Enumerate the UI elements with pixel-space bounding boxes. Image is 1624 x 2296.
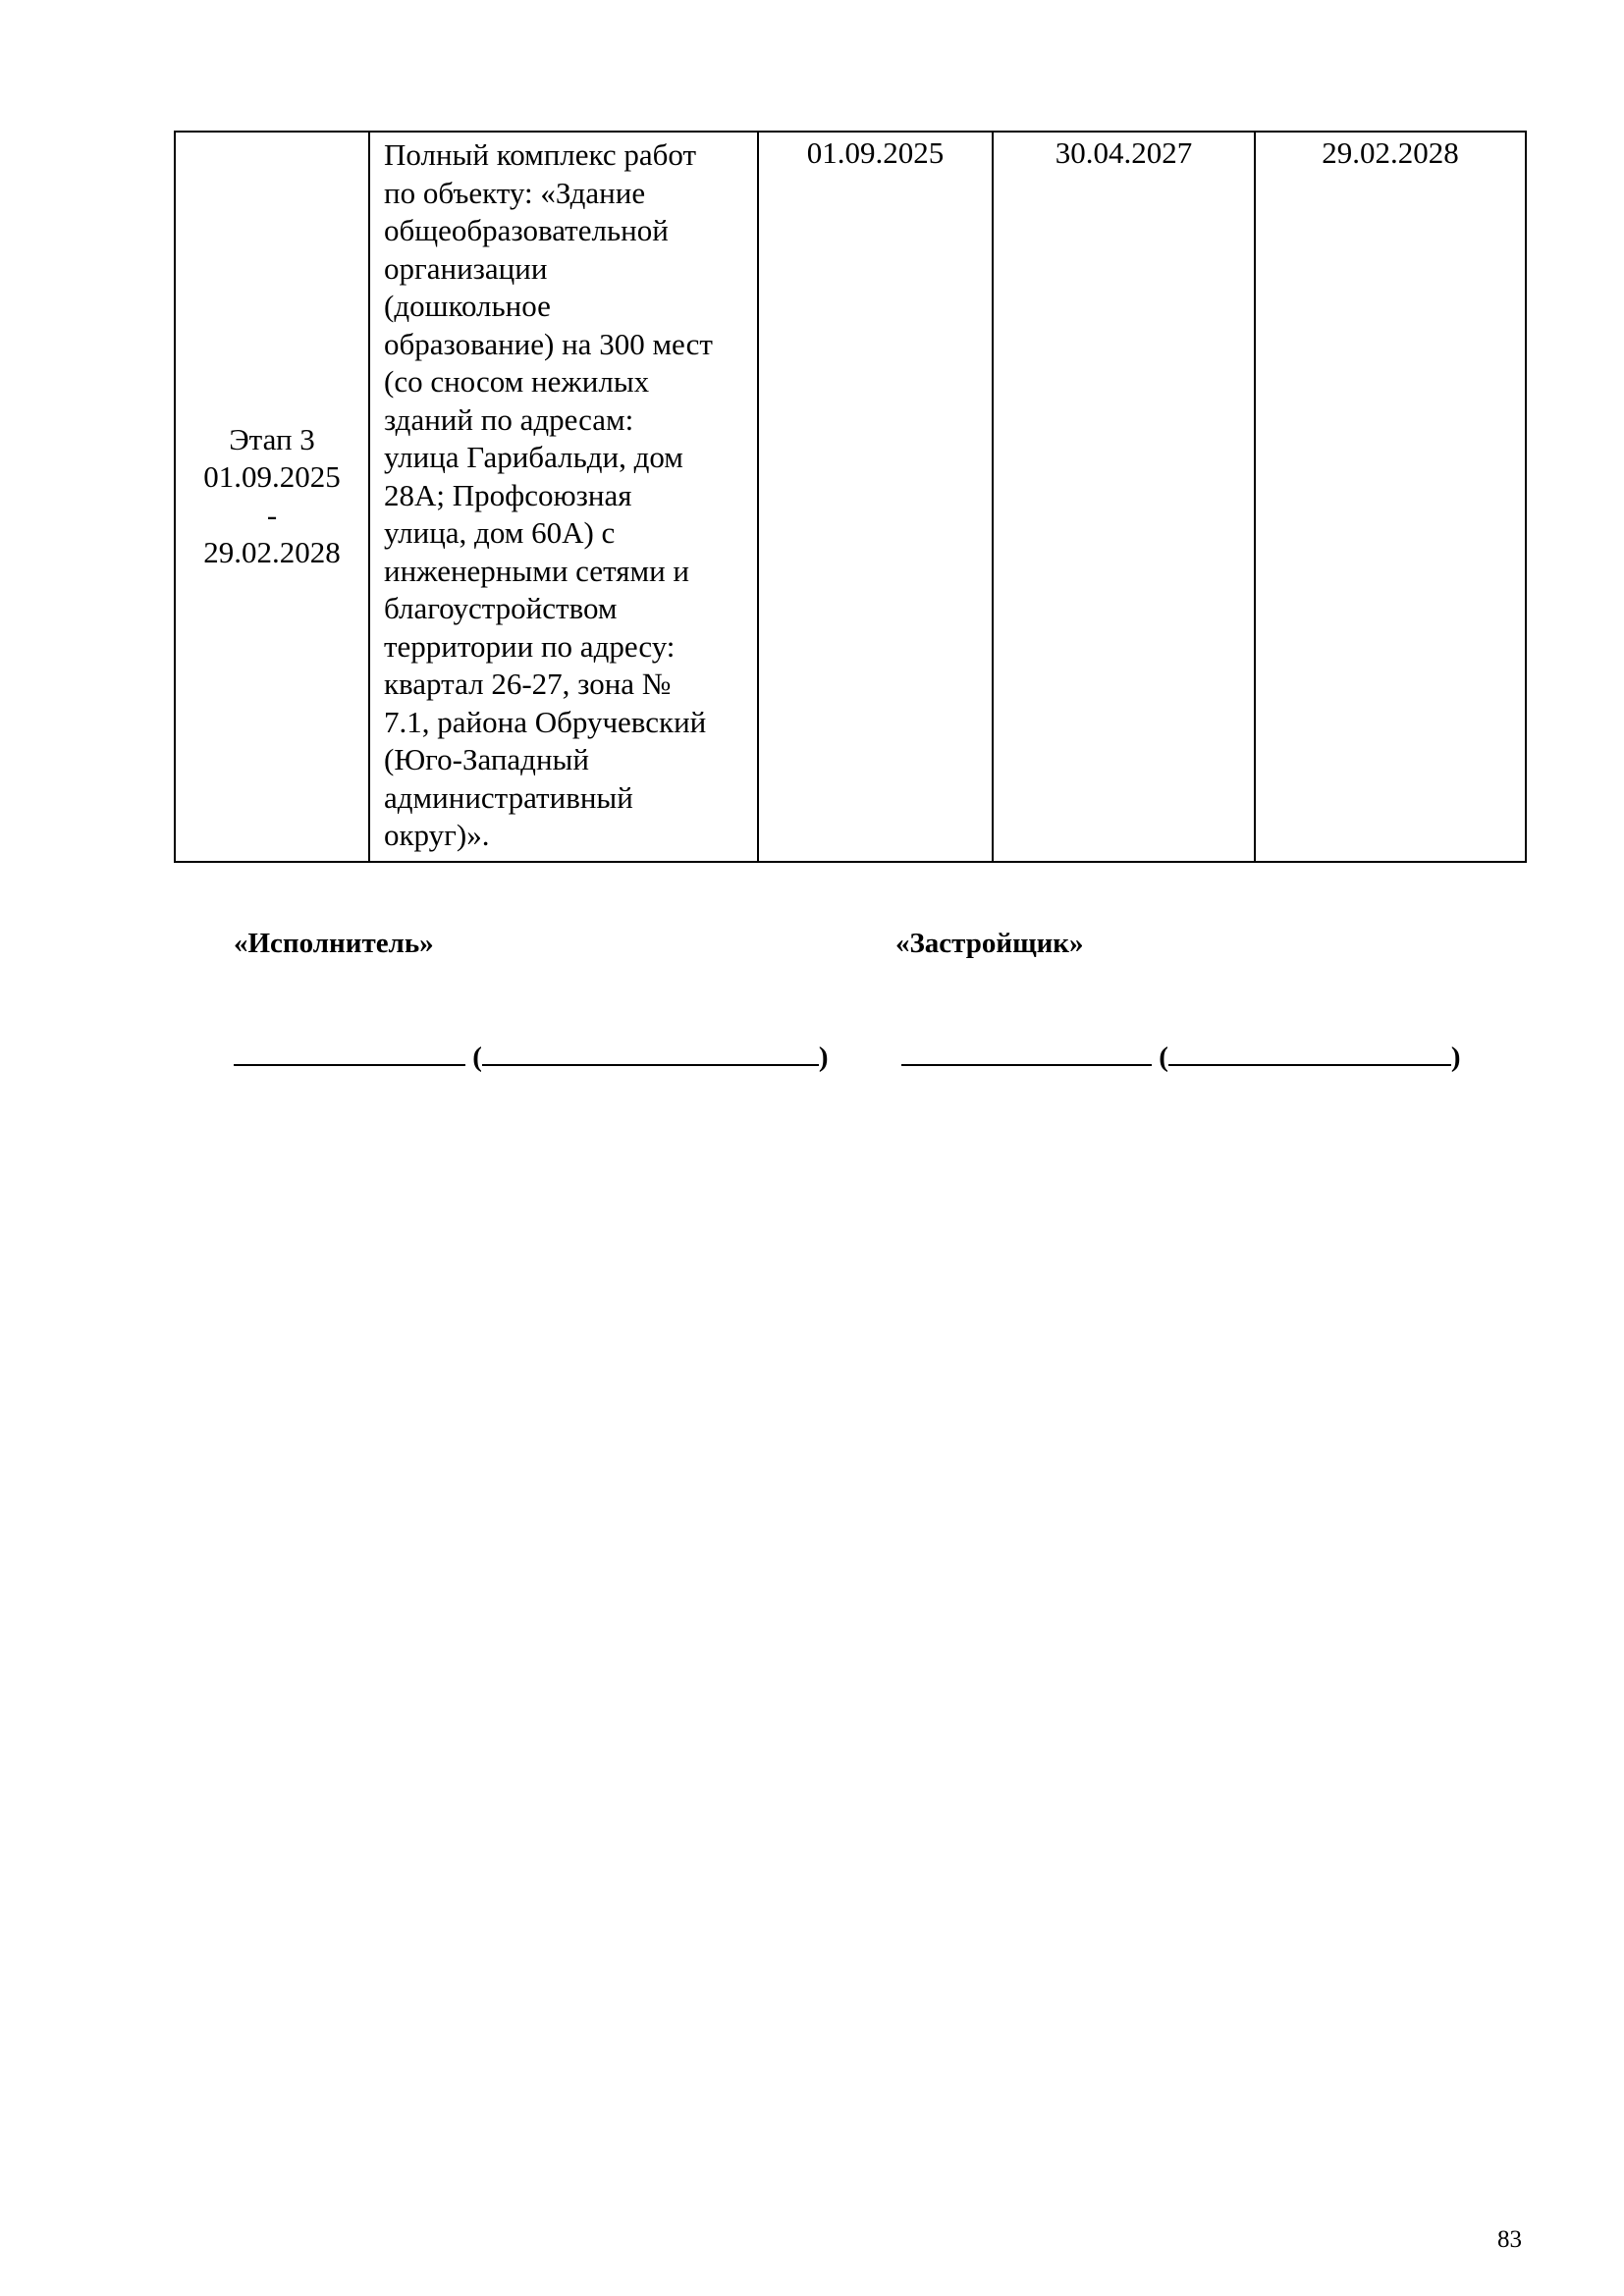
work-description-line: благоустройством (384, 591, 618, 625)
developer-label: «Застройщик» (895, 928, 1084, 959)
work-description-line: округ)». (384, 818, 490, 852)
developer-signature-line (901, 1039, 1461, 1074)
work-description-line: территории по адресу: (384, 628, 676, 664)
schedule-table (174, 131, 1527, 863)
work-description-line: улица, дом 60А) с (384, 515, 616, 550)
start-date-cell: 01.09.2025 (758, 132, 993, 862)
completion-date-cell: 30.04.2027 (993, 132, 1255, 862)
work-description-line: по объекту: «Здание (384, 175, 646, 210)
work-description-line: 7.1, района Обручевский (384, 704, 707, 739)
close-paren: ) (818, 1041, 829, 1073)
work-description-line: улица Гарибальди, дом (384, 440, 683, 474)
stage-start-date: 01.09.2025 (203, 459, 341, 495)
stage-end-date: 29.02.2028 (203, 535, 341, 570)
work-description-line: инженерными сетями и (384, 553, 690, 588)
contractor-label: «Исполнитель» (234, 928, 434, 959)
contractor-signature-line (234, 1039, 829, 1074)
work-description-line: (дошкольное (384, 289, 551, 323)
work-description-line: организации (384, 250, 548, 286)
final-date-cell: 29.02.2028 (1255, 132, 1526, 862)
work-description-line: квартал 26-27, зона № (384, 667, 672, 701)
close-paren: ) (1450, 1041, 1461, 1073)
open-paren: ( (1159, 1041, 1168, 1073)
open-paren: ( (472, 1041, 482, 1073)
work-description-line: (со сносом нежилых (384, 364, 650, 399)
page-number: 83 (1497, 2226, 1522, 2253)
work-description-line: 28А; Профсоюзная (384, 477, 632, 512)
contractor-name-blank (482, 1039, 819, 1066)
work-description-line: Полный комплекс работ (384, 137, 697, 172)
work-description-line: образование) на 300 мест (384, 326, 713, 361)
stage-label: Этап 3 (229, 421, 315, 456)
stage-date-separator: - (266, 497, 278, 532)
developer-signature-blank (901, 1039, 1152, 1066)
developer-name-blank (1168, 1039, 1451, 1066)
work-description-cell (369, 132, 758, 862)
work-description-line: административный (384, 779, 633, 815)
work-description-line: общеобразовательной (384, 213, 669, 247)
contractor-signature-blank (234, 1039, 465, 1066)
stage-cell (175, 132, 369, 862)
table-row (175, 132, 1526, 862)
work-description-line: (Юго-Западный (384, 742, 589, 776)
work-description-line: зданий по адресам: (384, 401, 634, 437)
